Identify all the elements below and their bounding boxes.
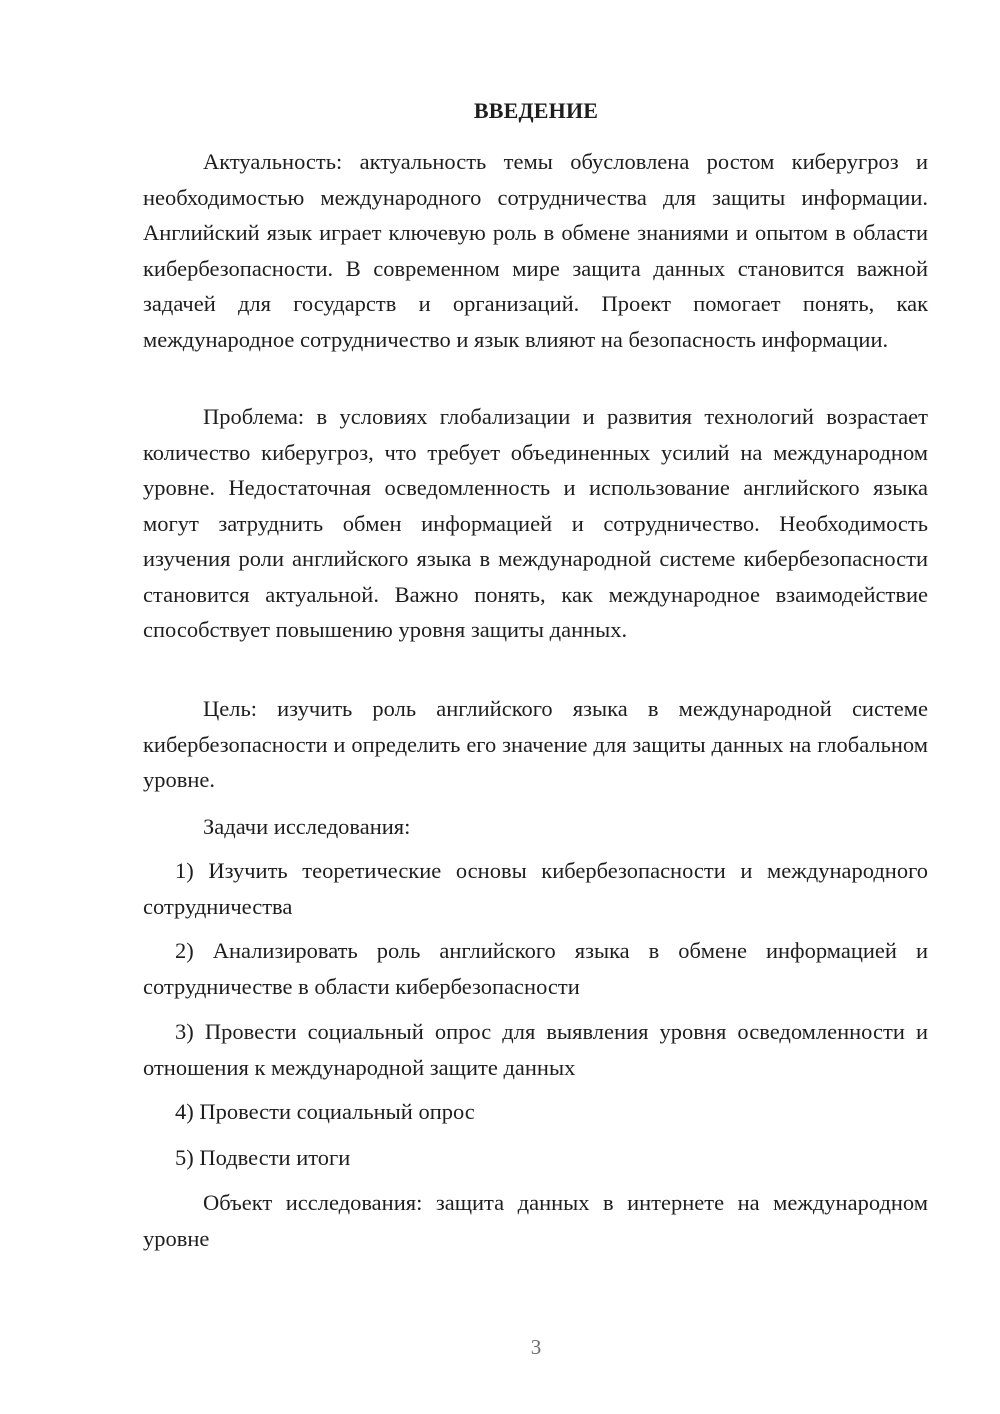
tasks-title: Задачи исследования: [203,814,411,839]
task-item-2: 2) Анализировать роль английского языка в обмене информацией и сотрудничестве в области кибербезопасности [143,938,928,999]
section-heading: ВВЕДЕНИЕ [473,98,599,123]
task-item-4: 4) Провести социальный опрос [175,1099,475,1124]
paragraph-relevance: Актуальность: актуальность темы обусловлена ростом киберугроз и необходимостью международного сотрудничества для защиты информации. Английский язык играет ключевую роль в обмене знаниями и опытом в области кибербезопасности. В современном мире защита данных становится важной задачей для государств и организаций. Проект помогает понять, как международное сотрудничество и язык влияют на безопасность информации. [143,149,928,352]
paragraph-problem: Проблема: в условиях глобализации и развития технологий возрастает количество киберугроз, что требует объединенных усилий на международном уровне. Недостаточная осведомленность и использование английского языка могут затруднить обмен информацией и сотрудничество. Необходимость изучения роли английского языка в международной системе кибербезопасности становится актуальной. Важно понять, как международное взаимодействие способствует повышению уровня защиты данных. [143,404,928,642]
paragraph-goal: Цель: изучить роль английского языка в международной системе кибербезопасности и определить его значение для защиты данных на глобальном уровне. [143,696,928,792]
paragraph-object: Объект исследования: защита данных в интернете на международном уровне [143,1190,928,1251]
task-item-3: 3) Провести социальный опрос для выявления уровня осведомленности и отношения к международной защите данных [143,1019,928,1080]
page-number: 3 [530,1335,542,1359]
task-item-1: 1) Изучить теоретические основы кибербезопасности и международного сотрудничества [143,858,928,919]
task-item-5: 5) Подвести итоги [175,1145,351,1170]
